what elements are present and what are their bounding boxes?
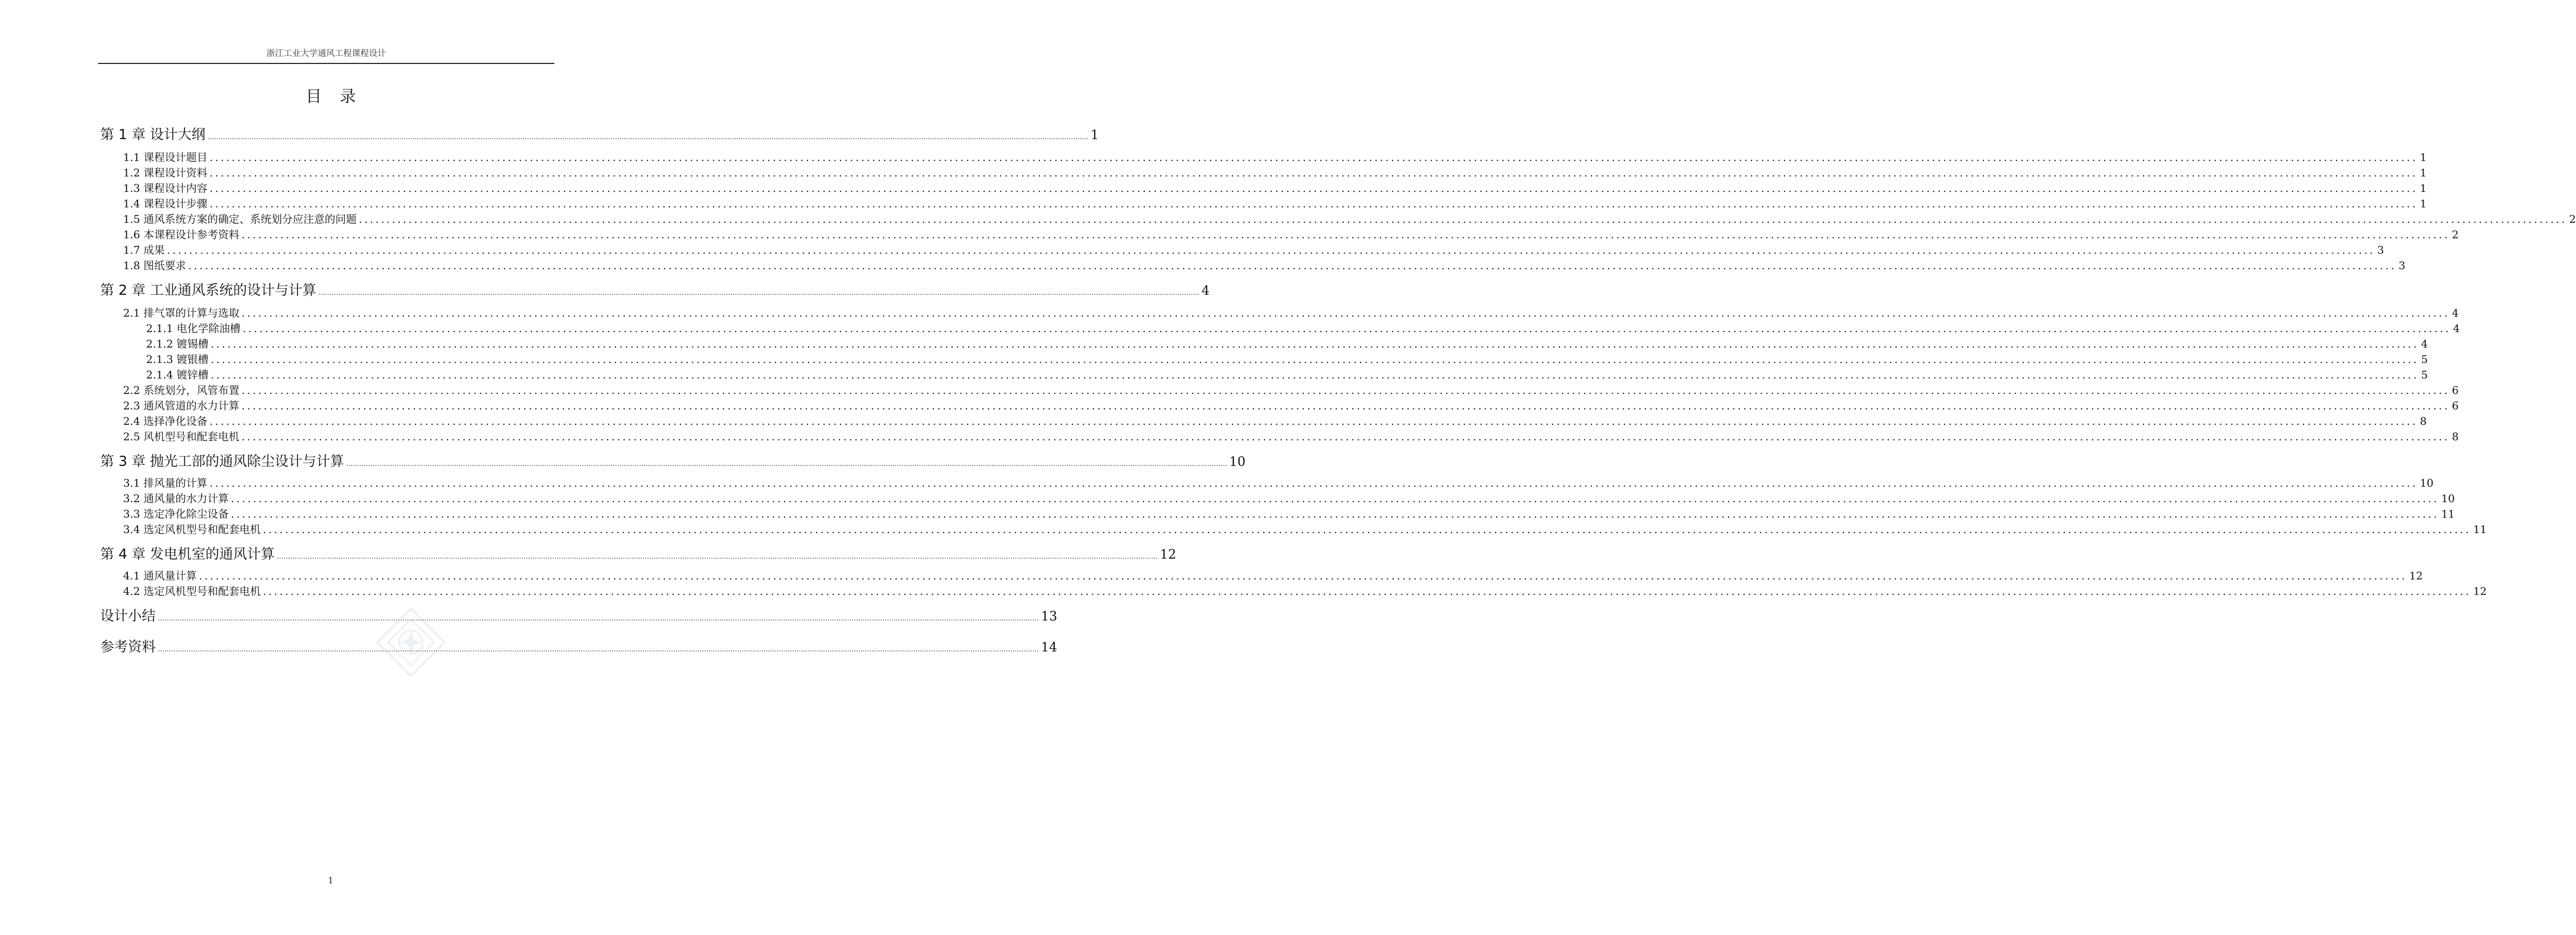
- toc-chapter-entry[interactable]: [100, 453, 1246, 473]
- toc-entry-label: 1.6 本课程设计参考资料: [123, 228, 240, 241]
- toc-entry-page-number: 8: [2452, 430, 2459, 443]
- running-header: 浙江工业大学通风工程课程设计: [98, 46, 554, 64]
- toc-entry-label: 1.8 图纸要求: [123, 259, 187, 272]
- toc-entry-page-number: 2: [2452, 228, 2459, 241]
- toc-entry-page-number: 1: [2420, 182, 2427, 195]
- toc-dot-leader: ................................................................................................................................................................................................................................................................................................................................................................................................................: [241, 228, 2450, 241]
- toc-dot-leader: ................................................................................................................................................................................................................................................................................................................................................................................................................: [207, 133, 1089, 141]
- toc-section-entry[interactable]: [100, 196, 2427, 211]
- toc-section-entry[interactable]: [100, 568, 2423, 583]
- toc-entry-label: 3.4 选定风机型号和配套电机: [123, 523, 261, 536]
- toc-entry-page-number: 10: [2441, 492, 2455, 505]
- toc-entry-label: 1.3 课程设计内容: [123, 182, 208, 195]
- toc-entry-page-number: 3: [2399, 259, 2405, 272]
- toc-dot-leader: ................................................................................................................................................................................................................................................................................................................................................................................................................: [209, 415, 2418, 428]
- toc-entry-page-number: 4: [2452, 307, 2459, 319]
- toc-section-entry[interactable]: [100, 584, 2487, 599]
- toc-dot-leader: ................................................................................................................................................................................................................................................................................................................................................................................................................: [241, 399, 2450, 412]
- toc-section-entry[interactable]: [100, 243, 2384, 257]
- toc-entry-page-number: 12: [2473, 585, 2487, 598]
- toc-entry-label: 2.1.4 镀锌槽: [146, 368, 209, 381]
- toc-entry-page-number: 5: [2421, 368, 2428, 381]
- toc-dot-leader: ................................................................................................................................................................................................................................................................................................................................................................................................................: [241, 307, 2450, 319]
- toc-entry-page-number: 14: [1040, 640, 1057, 655]
- toc-entry-label: 1.5 通风系统方案的确定、系统划分应注意的问题: [123, 213, 357, 225]
- toc-dot-leader: ................................................................................................................................................................................................................................................................................................................................................................................................................: [211, 337, 2419, 350]
- toc-dot-leader: ................................................................................................................................................................................................................................................................................................................................................................................................................: [241, 430, 2450, 443]
- toc-entry-label: 4.2 选定风机型号和配套电机: [123, 585, 261, 598]
- toc-entry-page-number: 12: [2409, 569, 2423, 582]
- toc-section-entry[interactable]: [100, 398, 2459, 413]
- toc-chapter-entry[interactable]: [100, 607, 1057, 628]
- toc-entry-label: 2.1.3 镀银槽: [146, 353, 209, 366]
- toc-dot-leader: ................................................................................................................................................................................................................................................................................................................................................................................................................: [263, 585, 2472, 598]
- toc-entry-label: 第 2 章 工业通风系统的设计与计算: [100, 283, 317, 299]
- toc-subsection-entry[interactable]: [100, 321, 2460, 336]
- toc-section-entry[interactable]: [100, 150, 2427, 165]
- toc-dot-leader: ................................................................................................................................................................................................................................................................................................................................................................................................................: [209, 166, 2418, 179]
- toc-section-entry[interactable]: [100, 475, 2434, 490]
- toc-entry-page-number: 4: [1201, 283, 1210, 298]
- toc-entry-label: 2.3 通风管道的水力计算: [123, 399, 240, 412]
- toc-section-entry[interactable]: [100, 429, 2459, 444]
- footer-page-number: 1: [328, 875, 334, 885]
- watermark-logo-icon: [376, 608, 446, 677]
- toc-dot-leader: ................................................................................................................................................................................................................................................................................................................................................................................................................: [231, 507, 2440, 520]
- toc-section-entry[interactable]: [100, 383, 2459, 398]
- toc-dot-leader: ................................................................................................................................................................................................................................................................................................................................................................................................................: [277, 553, 1158, 561]
- toc-chapter-entry[interactable]: [100, 545, 1176, 566]
- toc-entry-page-number: 11: [2441, 507, 2455, 520]
- toc-entry-label: 2.1 排气罩的计算与选取: [123, 307, 240, 319]
- toc-entry-label: 2.5 风机型号和配套电机: [123, 430, 240, 443]
- toc-dot-leader: ................................................................................................................................................................................................................................................................................................................................................................................................................: [209, 182, 2418, 195]
- toc-entry-page-number: 12: [1160, 547, 1176, 562]
- toc-entry-label: 设计小结: [100, 608, 156, 624]
- toc-entry-page-number: 3: [2377, 244, 2384, 256]
- toc-dot-leader: ................................................................................................................................................................................................................................................................................................................................................................................................................: [158, 646, 1039, 654]
- toc-dot-leader: ................................................................................................................................................................................................................................................................................................................................................................................................................: [318, 289, 1200, 297]
- toc-entry-label: 1.1 课程设计题目: [123, 151, 208, 164]
- toc-subsection-entry[interactable]: [100, 336, 2428, 351]
- toc-entry-label: 3.1 排风量的计算: [123, 477, 208, 489]
- toc-dot-leader: ................................................................................................................................................................................................................................................................................................................................................................................................................: [209, 477, 2418, 489]
- toc-dot-leader: ................................................................................................................................................................................................................................................................................................................................................................................................................: [231, 492, 2440, 505]
- toc-chapter-entry[interactable]: [100, 638, 1057, 659]
- toc-entry-label: 1.7 成果: [123, 244, 165, 256]
- toc-dot-leader: ................................................................................................................................................................................................................................................................................................................................................................................................................: [167, 244, 2376, 256]
- toc-entry-page-number: 11: [2473, 523, 2487, 536]
- toc-entry-label: 第 1 章 设计大纲: [100, 127, 206, 143]
- toc-entry-label: 2.1.2 镀锡槽: [146, 337, 209, 350]
- toc-dot-leader: ................................................................................................................................................................................................................................................................................................................................................................................................................: [359, 213, 2567, 225]
- toc-section-entry[interactable]: [100, 414, 2427, 429]
- toc-entry-page-number: 4: [2453, 322, 2460, 335]
- toc-entry-label: 1.2 课程设计资料: [123, 166, 208, 179]
- toc-entry-label: 2.1.1 电化学除油槽: [146, 322, 241, 335]
- toc-entry-label: 2.4 选择净化设备: [123, 415, 208, 428]
- toc-entry-page-number: 10: [1229, 454, 1246, 469]
- toc-entry-label: 3.3 选定净化除尘设备: [123, 507, 229, 520]
- toc-dot-leader: ................................................................................................................................................................................................................................................................................................................................................................................................................: [263, 523, 2472, 536]
- toc-chapter-entry[interactable]: [100, 281, 1210, 302]
- toc-entry-page-number: 1: [2420, 197, 2427, 210]
- toc-chapter-entry[interactable]: [100, 126, 1099, 147]
- toc-entry-page-number: 1: [1091, 127, 1099, 142]
- toc-dot-leader: ................................................................................................................................................................................................................................................................................................................................................................................................................: [243, 322, 2451, 335]
- toc-entry-page-number: 10: [2420, 477, 2434, 489]
- toc-section-entry[interactable]: [100, 212, 2576, 227]
- toc-entry-label: 第 4 章 发电机室的通风计算: [100, 546, 275, 562]
- toc-dot-leader: ................................................................................................................................................................................................................................................................................................................................................................................................................: [209, 197, 2418, 210]
- toc-section-entry[interactable]: [100, 258, 2405, 273]
- toc-dot-leader: ................................................................................................................................................................................................................................................................................................................................................................................................................: [211, 353, 2419, 366]
- toc-entry-label: 1.4 课程设计步骤: [123, 197, 208, 210]
- toc-entry-page-number: 1: [2420, 166, 2427, 179]
- toc-entry-label: 4.1 通风量计算: [123, 569, 197, 582]
- toc-entry-label: 3.2 通风量的水力计算: [123, 492, 229, 505]
- toc-section-entry[interactable]: [100, 506, 2455, 521]
- toc-entry-page-number: 4: [2421, 337, 2428, 350]
- toc-entry-page-number: 8: [2420, 415, 2427, 428]
- toc-entry-page-number: 2: [2569, 213, 2576, 225]
- toc-section-entry[interactable]: [100, 227, 2459, 242]
- toc-entry-page-number: 1: [2420, 151, 2427, 164]
- toc-entry-label: 第 3 章 抛光工部的通风除尘设计与计算: [100, 454, 344, 470]
- toc-entry-label: 参考资料: [100, 639, 156, 655]
- toc-dot-leader: ................................................................................................................................................................................................................................................................................................................................................................................................................: [199, 569, 2408, 582]
- toc-dot-leader: ................................................................................................................................................................................................................................................................................................................................................................................................................: [188, 259, 2397, 272]
- toc-entry-page-number: 6: [2452, 399, 2459, 412]
- toc-section-entry[interactable]: [100, 165, 2427, 180]
- toc-dot-leader: ................................................................................................................................................................................................................................................................................................................................................................................................................: [209, 151, 2418, 164]
- toc-section-entry[interactable]: [100, 181, 2427, 196]
- toc-section-entry[interactable]: [100, 522, 2487, 537]
- toc-entry-page-number: 5: [2421, 353, 2428, 366]
- toc-subsection-entry[interactable]: [100, 367, 2428, 382]
- toc-dot-leader: ................................................................................................................................................................................................................................................................................................................................................................................................................: [346, 460, 1228, 468]
- page-title: 目录: [305, 87, 374, 106]
- toc-section-entry[interactable]: [100, 305, 2459, 320]
- toc-entry-page-number: 6: [2452, 384, 2459, 397]
- toc-subsection-entry[interactable]: [100, 352, 2428, 367]
- toc-dot-leader: ................................................................................................................................................................................................................................................................................................................................................................................................................: [241, 384, 2450, 397]
- toc-entry-label: 2.2 系统划分，风管布置: [123, 384, 240, 397]
- toc-dot-leader: ................................................................................................................................................................................................................................................................................................................................................................................................................: [211, 368, 2419, 381]
- toc-section-entry[interactable]: [100, 491, 2455, 506]
- toc-entry-page-number: 13: [1040, 609, 1057, 624]
- toc-dot-leader: ................................................................................................................................................................................................................................................................................................................................................................................................................: [158, 615, 1039, 623]
